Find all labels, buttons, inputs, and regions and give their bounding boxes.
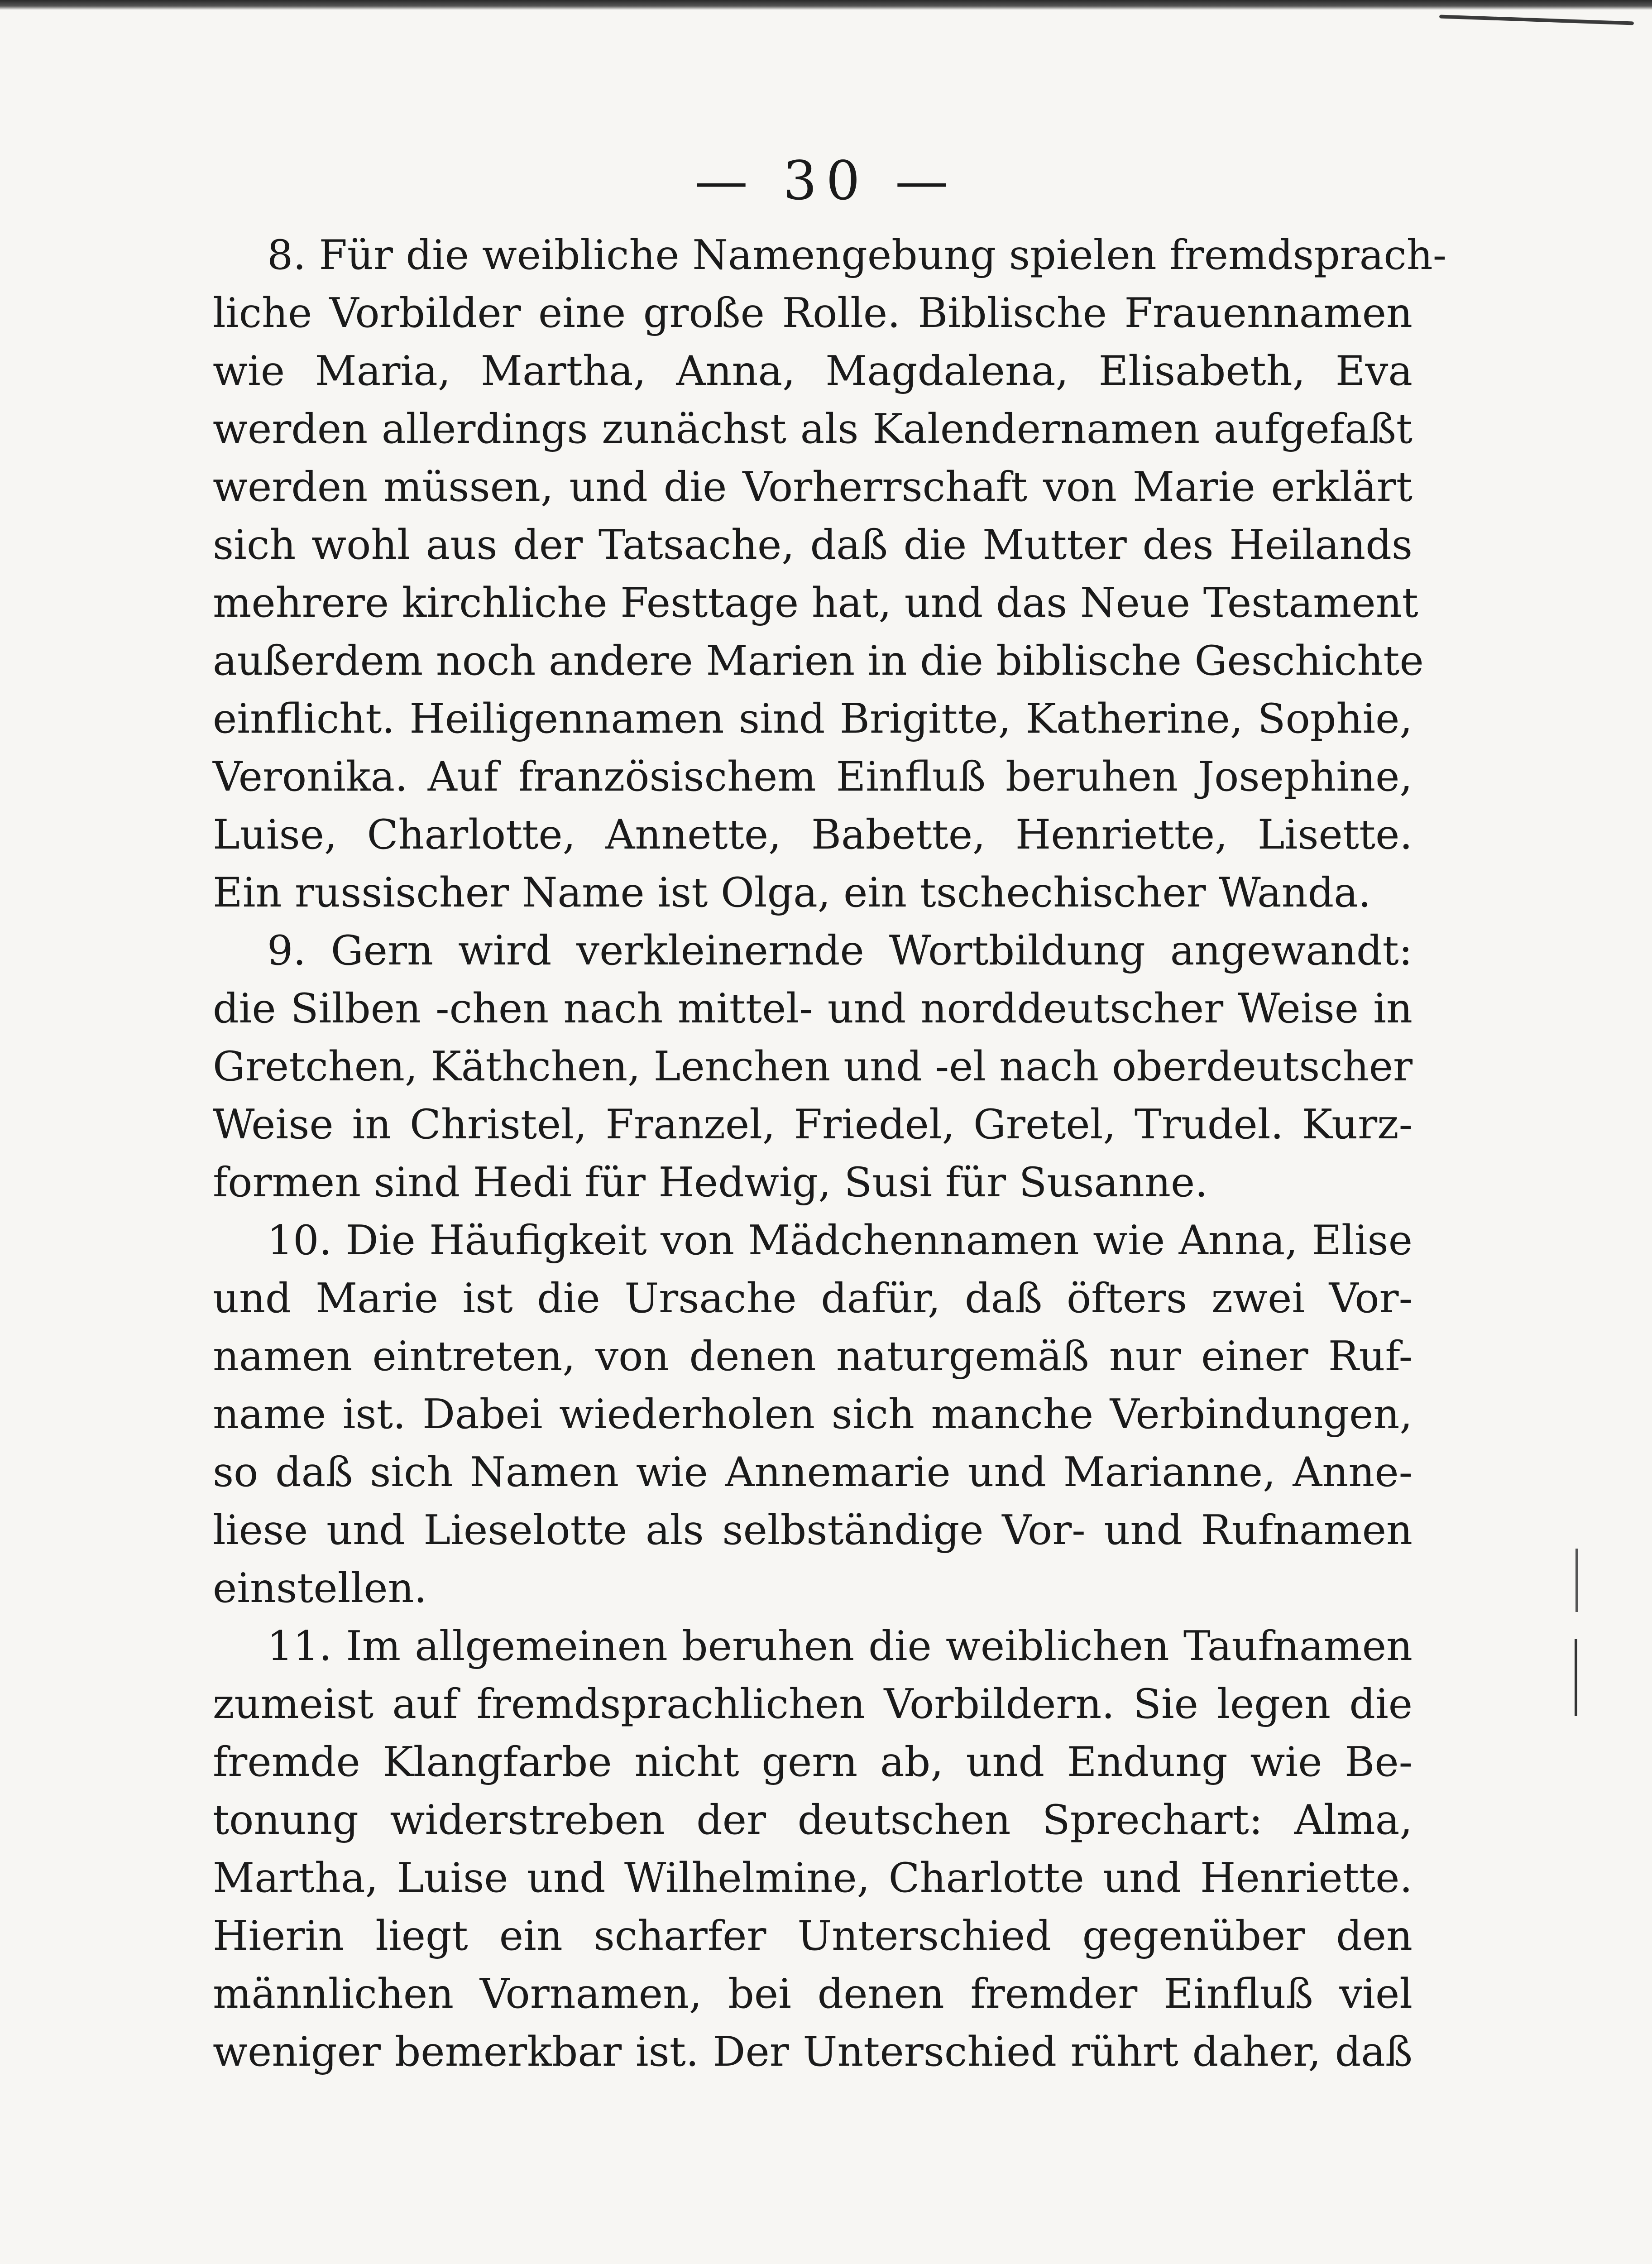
- text-line: formen sind Hedi für Hedwig, Susi für Susanne.: [213, 1159, 1208, 1206]
- text-line: Veronika. Auf französischem Einfluß beruhen Josephine,: [213, 753, 1413, 801]
- text-line: namen eintreten, von denen naturgemäß nur einer Ruf-: [213, 1333, 1413, 1380]
- text-line: die Silben -chen nach mittel- und norddeutscher Weise in: [213, 985, 1413, 1032]
- text-line: name ist. Dabei wiederholen sich manche Verbindungen,: [213, 1391, 1413, 1438]
- text-line: Gretchen, Käthchen, Lenchen und -el nach oberdeutscher: [213, 1043, 1413, 1090]
- margin-pencil-mark: [1575, 1549, 1578, 1612]
- text-line: 11. Im allgemeinen beruhen die weiblichen Taufnamen: [267, 1622, 1413, 1670]
- text-line: außerdem noch andere Marien in die biblische Geschichte: [213, 637, 1424, 685]
- text-line: sich wohl aus der Tatsache, daß die Mutter des Heilands: [213, 521, 1413, 569]
- text-line: Weise in Christel, Franzel, Friedel, Gretel, Trudel. Kurz-: [213, 1101, 1413, 1148]
- text-line: und Marie ist die Ursache dafür, daß öfters zwei Vor-: [213, 1275, 1413, 1322]
- text-line: weniger bemerkbar ist. Der Unterschied rührt daher, daß: [213, 2028, 1413, 2076]
- paragraph-9: [213, 922, 1413, 1212]
- top-edge-rule-tail: [1439, 14, 1634, 25]
- text-line: 10. Die Häufigkeit von Mädchennamen wie Anna, Elise: [267, 1217, 1413, 1264]
- text-line: Hierin liegt ein scharfer Unterschied gegenüber den: [213, 1912, 1413, 1960]
- text-line: werden allerdings zunächst als Kalendernamen aufgefaßt: [213, 405, 1413, 453]
- body-text: [213, 226, 1447, 2081]
- text-line: männlichen Vornamen, bei denen fremder Einfluß viel: [213, 1970, 1413, 2018]
- text-line: liese und Lieselotte als selbständige Vor- und Rufnamen: [213, 1506, 1413, 1554]
- text-line: einflicht. Heiligennamen sind Brigitte, Katherine, Sophie,: [213, 695, 1413, 743]
- text-line: zumeist auf fremdsprachlichen Vorbildern. Sie legen die: [213, 1680, 1413, 1728]
- text-line: Ein russischer Name ist Olga, ein tschechischer Wanda.: [213, 869, 1371, 916]
- text-line: einstellen.: [213, 1564, 427, 1612]
- text-line: mehrere kirchliche Festtage hat, und das Neue Testament: [213, 579, 1418, 627]
- paragraph-11: [213, 1617, 1413, 2081]
- text-line: werden müssen, und die Vorherrschaft von Marie erklärt: [213, 463, 1413, 511]
- text-line: tonung widerstreben der deutschen Sprechart: Alma,: [213, 1796, 1413, 1844]
- paragraph-8: [213, 226, 1447, 922]
- text-line: Luise, Charlotte, Annette, Babette, Henriette, Lisette.: [213, 811, 1413, 859]
- text-line: wie Maria, Martha, Anna, Magdalena, Elisabeth, Eva: [213, 347, 1413, 395]
- text-line: Martha, Luise und Wilhelmine, Charlotte und Henriette.: [213, 1854, 1413, 1902]
- paragraph-10: [213, 1212, 1413, 1617]
- text-line: fremde Klangfarbe nicht gern ab, und Endung wie Be-: [213, 1738, 1413, 1786]
- page-number: — 30 —: [694, 149, 958, 212]
- text-line: so daß sich Namen wie Annemarie und Marianne, Anne-: [213, 1449, 1413, 1496]
- text-line: 8. Für die weibliche Namengebung spielen fremdsprach-: [267, 231, 1447, 279]
- text-line: liche Vorbilder eine große Rolle. Biblische Frauennamen: [213, 289, 1413, 337]
- top-edge-rule: [0, 0, 1652, 10]
- margin-pencil-mark: [1575, 1639, 1577, 1716]
- text-line: 9. Gern wird verkleinernde Wortbildung angewandt:: [267, 927, 1413, 974]
